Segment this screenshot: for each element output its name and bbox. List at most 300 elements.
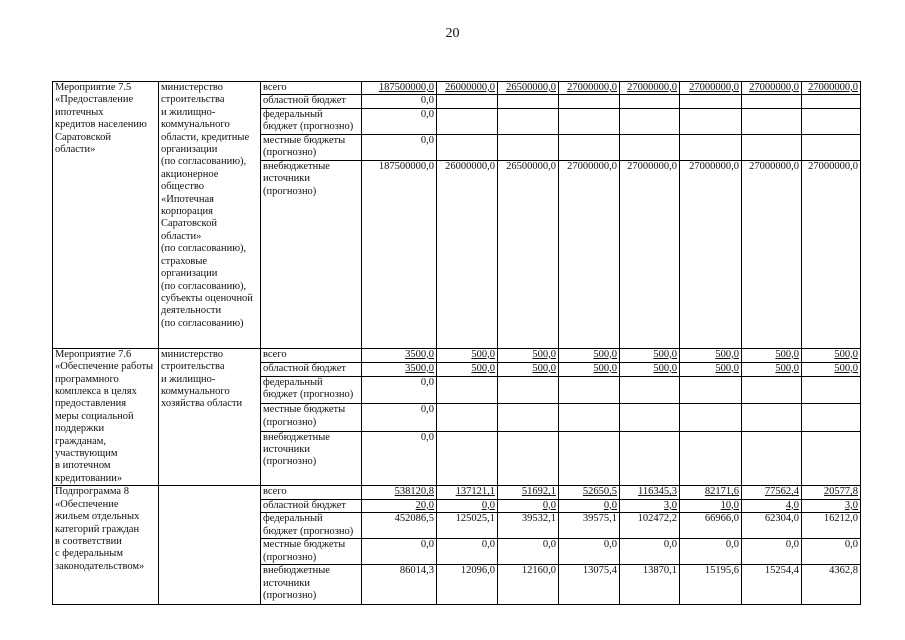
amount-cell xyxy=(362,95,437,108)
amount-cell xyxy=(362,499,437,512)
amount-cell xyxy=(620,565,680,605)
amount-value: 20,0 xyxy=(415,499,434,511)
text-line: бюджет (прогнозно) xyxy=(263,121,354,133)
text-line: корпорация xyxy=(161,206,213,218)
text-line: бюджет (прогнозно) xyxy=(263,525,354,537)
amount-cell xyxy=(680,431,742,486)
text-line: ипотечных xyxy=(55,106,104,118)
amount-cell xyxy=(802,486,861,499)
amount-value: 0,0 xyxy=(542,499,556,511)
amount-value: 125025,1 xyxy=(455,513,495,525)
amount-cell xyxy=(437,95,498,108)
amount-cell xyxy=(437,565,498,605)
amount-cell xyxy=(362,486,437,499)
amount-cell xyxy=(620,95,680,108)
text-line: (по согласованию), xyxy=(161,243,247,255)
amount-cell xyxy=(362,82,437,95)
amount-cell xyxy=(437,376,498,403)
text-line: и жилищно- xyxy=(161,373,216,385)
amount-cell xyxy=(802,95,861,108)
amount-cell xyxy=(620,539,680,565)
amount-value: 500,0 xyxy=(532,348,556,360)
amount-cell xyxy=(680,486,742,499)
amount-cell xyxy=(620,376,680,403)
text-line: источники xyxy=(263,173,310,185)
funding-source-cell xyxy=(261,160,362,348)
text-line: местные бюджеты xyxy=(263,539,346,551)
amount-value: 27000000,0 xyxy=(749,160,799,172)
amount-cell xyxy=(437,134,498,160)
amount-cell xyxy=(437,499,498,512)
amount-value: 12096,0 xyxy=(460,565,495,577)
funding-source-cell xyxy=(261,513,362,539)
amount-cell xyxy=(362,160,437,348)
amount-value: 62304,0 xyxy=(764,513,799,525)
text-line: федеральный xyxy=(263,108,323,120)
amount-cell xyxy=(680,513,742,539)
amount-cell xyxy=(498,348,559,362)
text-line: коммунального xyxy=(161,119,230,131)
text-line: общество xyxy=(161,181,204,193)
amount-value: 0,0 xyxy=(481,539,495,551)
amount-value: 39575,1 xyxy=(582,513,617,525)
amount-cell xyxy=(437,348,498,362)
amount-cell xyxy=(437,362,498,376)
amount-value: 0,0 xyxy=(420,431,434,443)
text-line: строительства xyxy=(161,94,225,106)
text-line: «Обеспечение работы xyxy=(55,361,154,373)
text-line: области, кредитные xyxy=(161,131,250,143)
text-line: всего xyxy=(263,82,287,93)
text-line: областной бюджет xyxy=(263,95,346,107)
text-line: законодательством» xyxy=(55,560,145,572)
amount-value: 0,0 xyxy=(420,134,434,146)
amount-cell xyxy=(437,82,498,95)
amount-value: 116345,3 xyxy=(638,486,677,498)
amount-cell xyxy=(802,431,861,486)
funding-source-cell xyxy=(261,404,362,431)
amount-cell xyxy=(498,565,559,605)
amount-cell xyxy=(620,404,680,431)
text-line: организации xyxy=(161,268,218,280)
amount-cell xyxy=(620,513,680,539)
amount-cell xyxy=(362,539,437,565)
amount-cell xyxy=(742,486,802,499)
amount-cell xyxy=(559,134,620,160)
funding-source-cell xyxy=(261,95,362,108)
text-line: жильем отдельных xyxy=(55,511,140,523)
amount-cell xyxy=(559,431,620,486)
amount-cell xyxy=(680,404,742,431)
text-line: «Обеспечение xyxy=(55,498,119,510)
text-line: страховые xyxy=(161,255,208,267)
amount-value: 12160,0 xyxy=(521,565,556,577)
activity-cell xyxy=(53,486,159,605)
amount-value: 0,0 xyxy=(844,539,858,551)
amount-value: 26500000,0 xyxy=(506,160,556,172)
amount-cell xyxy=(680,82,742,95)
amount-value: 102472,2 xyxy=(637,513,677,525)
funding-source-cell xyxy=(261,431,362,486)
text-line: (по согласованию) xyxy=(161,317,244,329)
amount-value: 27000000,0 xyxy=(689,82,739,93)
text-line: (по согласованию), xyxy=(161,280,247,292)
text-line: источники xyxy=(263,444,310,455)
amount-value: 26500000,0 xyxy=(506,82,556,93)
text-line: «Предоставление xyxy=(55,94,134,106)
text-line: комплекса в целях xyxy=(55,386,137,398)
amount-value: 0,0 xyxy=(603,539,617,551)
amount-cell xyxy=(620,82,680,95)
text-line: хозяйства области xyxy=(161,398,243,410)
amount-value: 187500000,0 xyxy=(378,160,434,172)
funding-source-cell xyxy=(261,376,362,403)
amount-value: 27000000,0 xyxy=(689,160,739,172)
funding-source-cell xyxy=(261,565,362,605)
amount-cell xyxy=(498,486,559,499)
amount-cell xyxy=(802,404,861,431)
amount-value: 3500,0 xyxy=(405,362,434,374)
text-line: кредитовании» xyxy=(55,472,123,484)
amount-cell xyxy=(802,539,861,565)
amount-cell xyxy=(498,539,559,565)
amount-value: 27000000,0 xyxy=(808,160,858,172)
text-line: Подпрограмма 8 xyxy=(55,486,129,498)
amount-cell xyxy=(680,348,742,362)
amount-value: 0,0 xyxy=(481,499,495,511)
amount-cell xyxy=(802,565,861,605)
text-line: Мероприятие 7.6 xyxy=(55,348,132,360)
text-line: предоставления xyxy=(55,398,127,410)
text-line: (прогнозно) xyxy=(263,589,317,601)
amount-cell xyxy=(437,486,498,499)
amount-value: 500,0 xyxy=(593,362,617,374)
table-body xyxy=(53,82,861,605)
amount-value: 82171,6 xyxy=(704,486,739,498)
funding-source-cell xyxy=(261,499,362,512)
text-line: (прогнозно) xyxy=(263,185,317,197)
amount-value: 52650,5 xyxy=(582,486,617,498)
table-row xyxy=(53,486,861,499)
amount-cell xyxy=(362,513,437,539)
amount-cell xyxy=(362,431,437,486)
amount-value: 500,0 xyxy=(593,348,617,360)
text-line: бюджет (прогнозно) xyxy=(263,389,354,401)
amount-cell xyxy=(498,513,559,539)
amount-value: 77562,4 xyxy=(764,486,799,498)
amount-value: 13075,4 xyxy=(582,565,617,577)
text-line: области» xyxy=(161,230,202,242)
amount-cell xyxy=(742,134,802,160)
amount-cell xyxy=(559,108,620,134)
amount-cell xyxy=(362,134,437,160)
amount-value: 27000000,0 xyxy=(808,82,858,93)
amount-cell xyxy=(437,160,498,348)
text-line: федеральный xyxy=(263,376,323,388)
amount-value: 15254,4 xyxy=(764,565,799,577)
text-line: области» xyxy=(55,144,96,156)
amount-value: 13870,1 xyxy=(642,565,677,577)
text-line: поддержки гражданам, xyxy=(55,423,107,447)
amount-value: 26000000,0 xyxy=(445,82,495,93)
amount-value: 187500000,0 xyxy=(378,82,434,93)
amount-value: 27000000,0 xyxy=(627,82,677,93)
amount-value: 0,0 xyxy=(725,539,739,551)
amount-cell xyxy=(742,404,802,431)
amount-cell xyxy=(559,499,620,512)
amount-cell xyxy=(559,95,620,108)
amount-cell xyxy=(498,499,559,512)
amount-cell xyxy=(620,108,680,134)
amount-cell xyxy=(742,431,802,486)
amount-value: 0,0 xyxy=(420,95,434,107)
amount-value: 51692,1 xyxy=(521,486,556,498)
text-line: организации xyxy=(161,144,218,156)
amount-value: 15195,6 xyxy=(704,565,739,577)
amount-value: 0,0 xyxy=(785,539,799,551)
amount-cell xyxy=(742,376,802,403)
amount-cell xyxy=(680,499,742,512)
amount-cell xyxy=(680,539,742,565)
amount-value: 4,0 xyxy=(785,499,799,511)
amount-value: 3,0 xyxy=(844,499,858,511)
amount-cell xyxy=(742,160,802,348)
text-line: в соответствии xyxy=(55,535,122,547)
financing-table xyxy=(52,81,861,605)
amount-cell xyxy=(620,348,680,362)
amount-cell xyxy=(802,134,861,160)
amount-value: 3500,0 xyxy=(405,348,434,360)
amount-cell xyxy=(742,108,802,134)
amount-value: 3,0 xyxy=(663,499,677,511)
amount-value: 0,0 xyxy=(420,108,434,120)
amount-cell xyxy=(620,499,680,512)
text-line: и жилищно- xyxy=(161,106,216,118)
text-line: (прогнозно) xyxy=(263,147,317,159)
table-row xyxy=(53,348,861,362)
amount-value: 500,0 xyxy=(834,348,858,360)
amount-value: 27000000,0 xyxy=(567,82,617,93)
text-line: строительства xyxy=(161,361,225,373)
amount-cell xyxy=(362,348,437,362)
amount-value: 500,0 xyxy=(834,362,858,374)
amount-cell xyxy=(559,362,620,376)
amount-value: 4362,8 xyxy=(829,565,858,577)
executor-cell xyxy=(159,82,261,349)
amount-cell xyxy=(620,160,680,348)
amount-cell xyxy=(437,513,498,539)
text-line: источники xyxy=(263,577,310,589)
amount-cell xyxy=(362,362,437,376)
amount-cell xyxy=(362,108,437,134)
amount-value: 500,0 xyxy=(715,362,739,374)
amount-cell xyxy=(559,539,620,565)
amount-cell xyxy=(498,362,559,376)
text-line: (по согласованию), xyxy=(161,156,247,168)
amount-cell xyxy=(742,348,802,362)
amount-cell xyxy=(742,513,802,539)
amount-value: 10,0 xyxy=(720,499,739,511)
amount-cell xyxy=(362,404,437,431)
amount-value: 26000000,0 xyxy=(445,160,495,172)
text-line: Саратовской xyxy=(161,218,217,230)
amount-cell xyxy=(498,160,559,348)
amount-cell xyxy=(498,95,559,108)
text-line: деятельности xyxy=(161,305,222,317)
text-line: местные бюджеты xyxy=(263,404,346,416)
amount-cell xyxy=(498,134,559,160)
amount-cell xyxy=(362,565,437,605)
text-line: федеральный xyxy=(263,513,323,525)
amount-cell xyxy=(498,404,559,431)
text-line: меры социальной xyxy=(55,410,134,422)
amount-value: 452086,5 xyxy=(394,513,434,525)
amount-value: 500,0 xyxy=(775,348,799,360)
activity-cell xyxy=(53,348,159,485)
amount-cell xyxy=(802,82,861,95)
text-line: субъекты оценочной xyxy=(161,292,253,304)
amount-value: 500,0 xyxy=(653,362,677,374)
amount-value: 500,0 xyxy=(532,362,556,374)
amount-cell xyxy=(437,404,498,431)
amount-value: 0,0 xyxy=(542,539,556,551)
amount-value: 137121,1 xyxy=(455,486,495,498)
activity-cell xyxy=(53,82,159,349)
text-line: коммунального xyxy=(161,386,230,398)
text-line: программного xyxy=(55,373,119,385)
text-line: (прогнозно) xyxy=(263,456,317,468)
amount-cell xyxy=(742,95,802,108)
text-line: акционерное xyxy=(161,168,219,180)
amount-value: 0,0 xyxy=(663,539,677,551)
text-line: кредитов населению xyxy=(55,119,147,131)
amount-cell xyxy=(680,376,742,403)
text-line: областной бюджет xyxy=(263,499,346,511)
text-line: с федеральным xyxy=(55,548,123,560)
amount-value: 27000000,0 xyxy=(627,160,677,172)
text-line: областной бюджет xyxy=(263,362,346,374)
amount-value: 66966,0 xyxy=(704,513,739,525)
amount-cell xyxy=(802,362,861,376)
text-line: внебюджетные xyxy=(263,565,330,577)
amount-cell xyxy=(559,376,620,403)
amount-cell xyxy=(559,82,620,95)
amount-cell xyxy=(742,362,802,376)
funding-source-cell xyxy=(261,362,362,376)
amount-cell xyxy=(802,499,861,512)
page-number: 20 xyxy=(445,26,460,41)
funding-source-cell xyxy=(261,539,362,565)
text-line: участвующим xyxy=(55,448,118,460)
amount-cell xyxy=(620,362,680,376)
amount-cell xyxy=(559,513,620,539)
text-line: в ипотечном xyxy=(55,460,111,472)
text-line: министерство xyxy=(161,82,224,93)
amount-value: 86014,3 xyxy=(399,565,434,577)
amount-cell xyxy=(802,376,861,403)
amount-value: 500,0 xyxy=(471,362,495,374)
text-line: местные бюджеты xyxy=(263,134,346,146)
amount-cell xyxy=(742,539,802,565)
amount-cell xyxy=(498,82,559,95)
text-line: Саратовской xyxy=(55,131,111,143)
amount-cell xyxy=(802,513,861,539)
amount-value: 0,0 xyxy=(420,404,434,416)
amount-value: 0,0 xyxy=(420,376,434,388)
amount-cell xyxy=(559,348,620,362)
text-line: всего xyxy=(263,348,287,360)
amount-cell xyxy=(680,362,742,376)
text-line: (прогнозно) xyxy=(263,551,317,563)
amount-cell xyxy=(802,348,861,362)
amount-value: 16212,0 xyxy=(823,513,858,525)
amount-cell xyxy=(498,431,559,486)
amount-cell xyxy=(437,539,498,565)
amount-cell xyxy=(620,431,680,486)
amount-value: 500,0 xyxy=(471,348,495,360)
amount-value: 27000000,0 xyxy=(749,82,799,93)
text-line: Мероприятие 7.5 xyxy=(55,82,132,93)
amount-cell xyxy=(620,486,680,499)
text-line: внебюджетные xyxy=(263,431,330,443)
amount-cell xyxy=(802,108,861,134)
amount-value: 39532,1 xyxy=(521,513,556,525)
funding-source-cell xyxy=(261,134,362,160)
amount-value: 538120,8 xyxy=(394,486,434,498)
amount-cell xyxy=(680,160,742,348)
text-line: всего xyxy=(263,486,287,498)
amount-value: 20577,8 xyxy=(823,486,858,498)
executor-cell xyxy=(159,348,261,485)
amount-value: 500,0 xyxy=(715,348,739,360)
amount-value: 500,0 xyxy=(775,362,799,374)
text-line: «Ипотечная xyxy=(161,193,214,205)
amount-value: 27000000,0 xyxy=(567,160,617,172)
funding-source-cell xyxy=(261,486,362,499)
amount-cell xyxy=(437,431,498,486)
funding-source-cell xyxy=(261,82,362,95)
amount-cell xyxy=(620,134,680,160)
amount-cell xyxy=(498,108,559,134)
amount-cell xyxy=(680,95,742,108)
amount-cell xyxy=(437,108,498,134)
text-line: министерство xyxy=(161,348,224,360)
amount-cell xyxy=(742,565,802,605)
amount-cell xyxy=(362,376,437,403)
amount-cell xyxy=(559,404,620,431)
amount-cell xyxy=(742,82,802,95)
amount-cell xyxy=(559,486,620,499)
amount-cell xyxy=(559,565,620,605)
amount-cell xyxy=(680,134,742,160)
amount-cell xyxy=(742,499,802,512)
amount-cell xyxy=(680,565,742,605)
executor-cell xyxy=(159,486,261,605)
amount-cell xyxy=(802,160,861,348)
amount-value: 0,0 xyxy=(603,499,617,511)
amount-cell xyxy=(559,160,620,348)
amount-cell xyxy=(498,376,559,403)
text-line: (прогнозно) xyxy=(263,416,317,428)
amount-cell xyxy=(680,108,742,134)
text-line: внебюджетные xyxy=(263,160,330,172)
funding-source-cell xyxy=(261,108,362,134)
amount-value: 0,0 xyxy=(420,539,434,551)
table-row xyxy=(53,82,861,95)
text-line: категорий граждан xyxy=(55,523,140,535)
funding-source-cell xyxy=(261,348,362,362)
amount-value: 500,0 xyxy=(653,348,677,360)
